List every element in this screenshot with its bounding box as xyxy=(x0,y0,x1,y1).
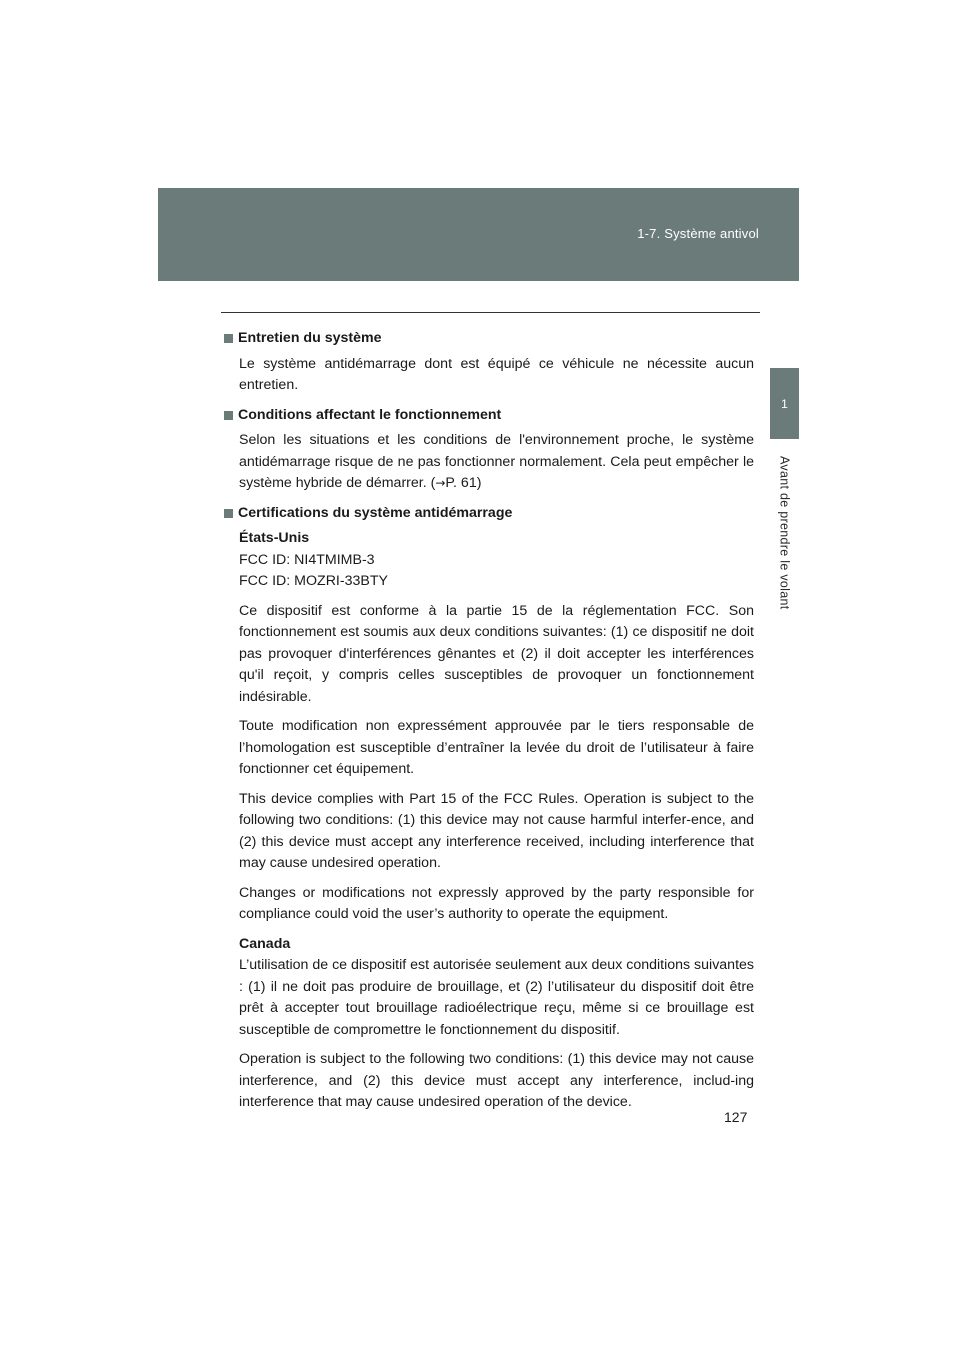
heading-text: Entretien du système xyxy=(238,330,382,346)
paragraph-us-fr-2: Toute modification non expressément approuvée par le tiers responsable de l’homologation est susceptible d’entraîner la levée du droit de l’utilisateur à faire fonctionner cet équipement. xyxy=(239,718,754,777)
canada-title: Canada xyxy=(239,935,291,952)
section-heading-conditions xyxy=(224,405,754,427)
section-title: 1-7. Système antivol xyxy=(637,226,759,241)
page-content xyxy=(224,328,754,1122)
page-reference: P. 61) xyxy=(445,475,482,491)
paragraph-maintenance: Le système antidémarrage dont est équipé ce véhicule ne nécessite aucun entretien. xyxy=(239,355,754,393)
paragraph-us-en-1: This device complies with Part 15 of the FCC Rules. Operation is subject to the following two conditions: (1) this device may not cause harmful interfer-ence, and (2) this device must accept any interference received, including interference that may cause undesired operation. xyxy=(239,790,754,871)
fcc-id-2: FCC ID: MOZRI-33BTY xyxy=(239,573,388,589)
right-arrow-icon: → xyxy=(435,476,446,490)
header-band xyxy=(158,188,799,281)
chapter-number: 1 xyxy=(781,396,788,411)
page-number: 127 xyxy=(724,1109,748,1125)
paragraph-us-en-2: Changes or modifications not expressly approved by the party responsible for compliance could void the user’s authority to operate the equipment. xyxy=(239,884,754,922)
paragraph-conditions xyxy=(239,430,754,495)
us-title: États-Unis xyxy=(239,530,310,546)
chapter-title-vertical xyxy=(770,445,799,620)
section-heading-maintenance xyxy=(224,328,754,350)
chapter-tab xyxy=(770,368,799,439)
paragraph-canada-en: Operation is subject to the following two conditions: (1) this device may not cause interference, and (2) this device must accept any interference, includ-ing interference that may cause undesired operation of the device. xyxy=(239,1051,754,1110)
paragraph-canada-fr: L’utilisation de ce dispositif est autorisée seulement aux deux conditions suivantes : (1) il ne doit pas produire de brouillage, et (2) l’utilisateur du dispositif doit être prêt à accepter tout brouillage radioélectrique reçu, même si ce brouillage est susceptible de compromettre le fonctionnement du dispositif. xyxy=(239,957,754,1038)
heading-text: Certifications du système antidémarrage xyxy=(238,504,513,521)
fcc-id-1: FCC ID: NI4TMIMB-3 xyxy=(239,551,375,568)
chapter-title: Avant de prendre le volant xyxy=(777,455,792,610)
square-bullet-icon xyxy=(224,411,233,420)
square-bullet-icon xyxy=(224,334,233,343)
conditions-text: Selon les situations et les conditions de l'environnement proche, le système antidémarrage risque de ne pas fonctionner normalement. Cela peut empêcher le système hybride de démarrer. ( xyxy=(239,432,754,491)
top-divider xyxy=(221,312,760,313)
canada-block xyxy=(239,934,754,1042)
us-id-block xyxy=(239,528,754,593)
heading-text: Conditions affectant le fonctionnement xyxy=(238,406,502,423)
paragraph-us-fr-1: Ce dispositif est conforme à la partie 15 de la réglementation FCC. Son fonctionnement est soumis aux deux conditions suivantes: (1) ce dispositif ne doit pas provoquer d'interférences gênantes et (2) il doit accepter les interférences qu'il reçoit, y compris celles susceptibles de provoquer un fonctionnement indésirable. xyxy=(239,602,754,705)
section-heading-certifications xyxy=(224,503,754,525)
square-bullet-icon xyxy=(224,509,233,518)
